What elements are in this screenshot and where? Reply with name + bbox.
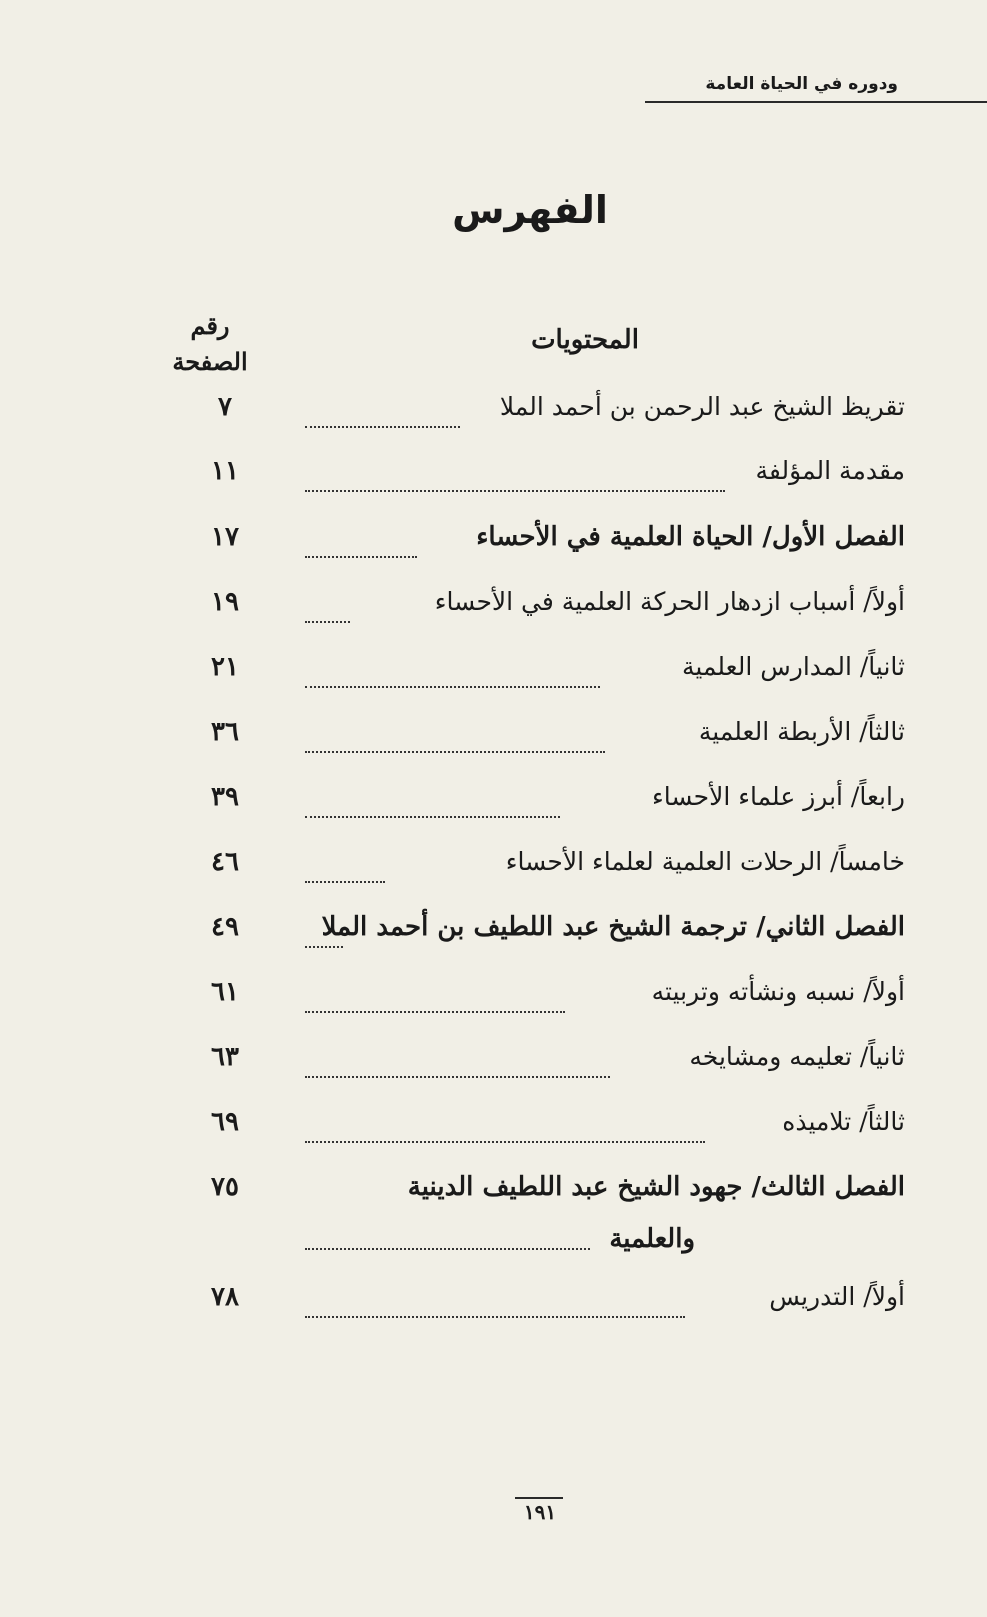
toc-entry-title: أولاً/ أسباب ازدهار الحركة العلمية في الأحساء (434, 587, 905, 616)
toc-entry-page: ١٩ (211, 587, 239, 617)
toc-entry-page: ١١ (211, 456, 239, 486)
toc-entry[interactable] (211, 778, 905, 826)
toc-chapter-entry[interactable] (211, 1168, 905, 1268)
toc-entry-page: ٧٨ (211, 1282, 239, 1312)
toc-entry-title: أولاً/ التدريس (769, 1282, 905, 1311)
toc-entry-page: ٢١ (211, 652, 239, 682)
leader-dots (305, 816, 560, 818)
toc-entry-title: الفصل الثاني/ ترجمة الشيخ عبد اللطيف بن أحمد الملا (321, 912, 905, 942)
toc-entry[interactable] (211, 452, 905, 500)
toc-entry[interactable] (211, 583, 905, 631)
toc-entry[interactable] (211, 973, 905, 1021)
toc-entry-page: ١٧ (211, 522, 239, 552)
toc-entry-page: ٦١ (211, 977, 239, 1007)
leader-dots (305, 490, 725, 492)
toc-entry[interactable] (211, 1038, 905, 1086)
toc-entry[interactable] (211, 713, 905, 761)
toc-entry-page: ٦٣ (211, 1042, 239, 1072)
leader-dots (305, 1141, 705, 1143)
toc-entry[interactable] (211, 843, 905, 891)
toc-entry[interactable] (211, 648, 905, 696)
toc-entry-page: ٧٥ (211, 1172, 239, 1202)
toc-entry-title: الفصل الثالث/ جهود الشيخ عبد اللطيف الدينية (407, 1172, 905, 1202)
toc-entry-page: ٤٦ (211, 847, 239, 877)
toc-entry-title: رابعاً/ أبرز علماء الأحساء (651, 782, 905, 811)
toc-entry-page: ٣٩ (211, 782, 239, 812)
toc-entry-page: ٣٦ (211, 717, 239, 747)
page-header-line2: الصفحة (172, 347, 248, 376)
leader-dots (305, 1011, 565, 1013)
toc-entry[interactable] (211, 1103, 905, 1151)
leader-dots (305, 1248, 590, 1250)
toc-entry-title: ثالثاً/ الأربطة العلمية (698, 717, 905, 746)
page-number-column-header (150, 308, 270, 380)
toc-entry-title: ثانياً/ المدارس العلمية (682, 652, 905, 681)
leader-dots (305, 946, 343, 948)
toc-entry-page: ٧ (218, 392, 232, 422)
leader-dots (305, 686, 600, 688)
leader-dots (305, 751, 605, 753)
toc-chapter-entry[interactable] (211, 518, 905, 566)
toc-entry-title: ثالثاً/ تلاميذه (782, 1107, 905, 1136)
leader-dots (305, 426, 460, 428)
leader-dots (305, 1076, 610, 1078)
page-number: ١٩١ (523, 1500, 557, 1524)
contents-column-header: المحتويات (531, 325, 639, 355)
toc-entry-title: مقدمة المؤلفة (755, 456, 905, 485)
toc-chapter-entry[interactable] (211, 908, 905, 956)
folio-rule (515, 1497, 563, 1499)
page-title: الفهرس (452, 188, 608, 232)
leader-dots (305, 621, 350, 623)
toc-entry[interactable] (211, 1278, 905, 1326)
toc-entry-title: خامساً/ الرحلات العلمية لعلماء الأحساء (505, 847, 905, 876)
toc-entry-title: الفصل الأول/ الحياة العلمية في الأحساء (476, 522, 905, 552)
toc-entry-title: تقريظ الشيخ عبد الرحمن بن أحمد الملا (499, 392, 905, 421)
toc-entry-page: ٤٩ (211, 912, 239, 942)
page-header-line1: رقم (190, 311, 230, 340)
leader-dots (305, 881, 385, 883)
toc-entry-page: ٦٩ (211, 1107, 239, 1137)
toc-entry-title: أولاً/ نسبه ونشأته وتربيته (651, 977, 905, 1006)
leader-dots (305, 556, 417, 558)
header-rule (645, 101, 987, 103)
toc-entry-title-continued: والعلمية (609, 1224, 695, 1254)
leader-dots (305, 1316, 685, 1318)
toc-entry[interactable] (218, 388, 905, 436)
toc-entry-title: ثانياً/ تعليمه ومشايخه (689, 1042, 905, 1071)
running-header: ودوره في الحياة العامة (705, 74, 898, 94)
